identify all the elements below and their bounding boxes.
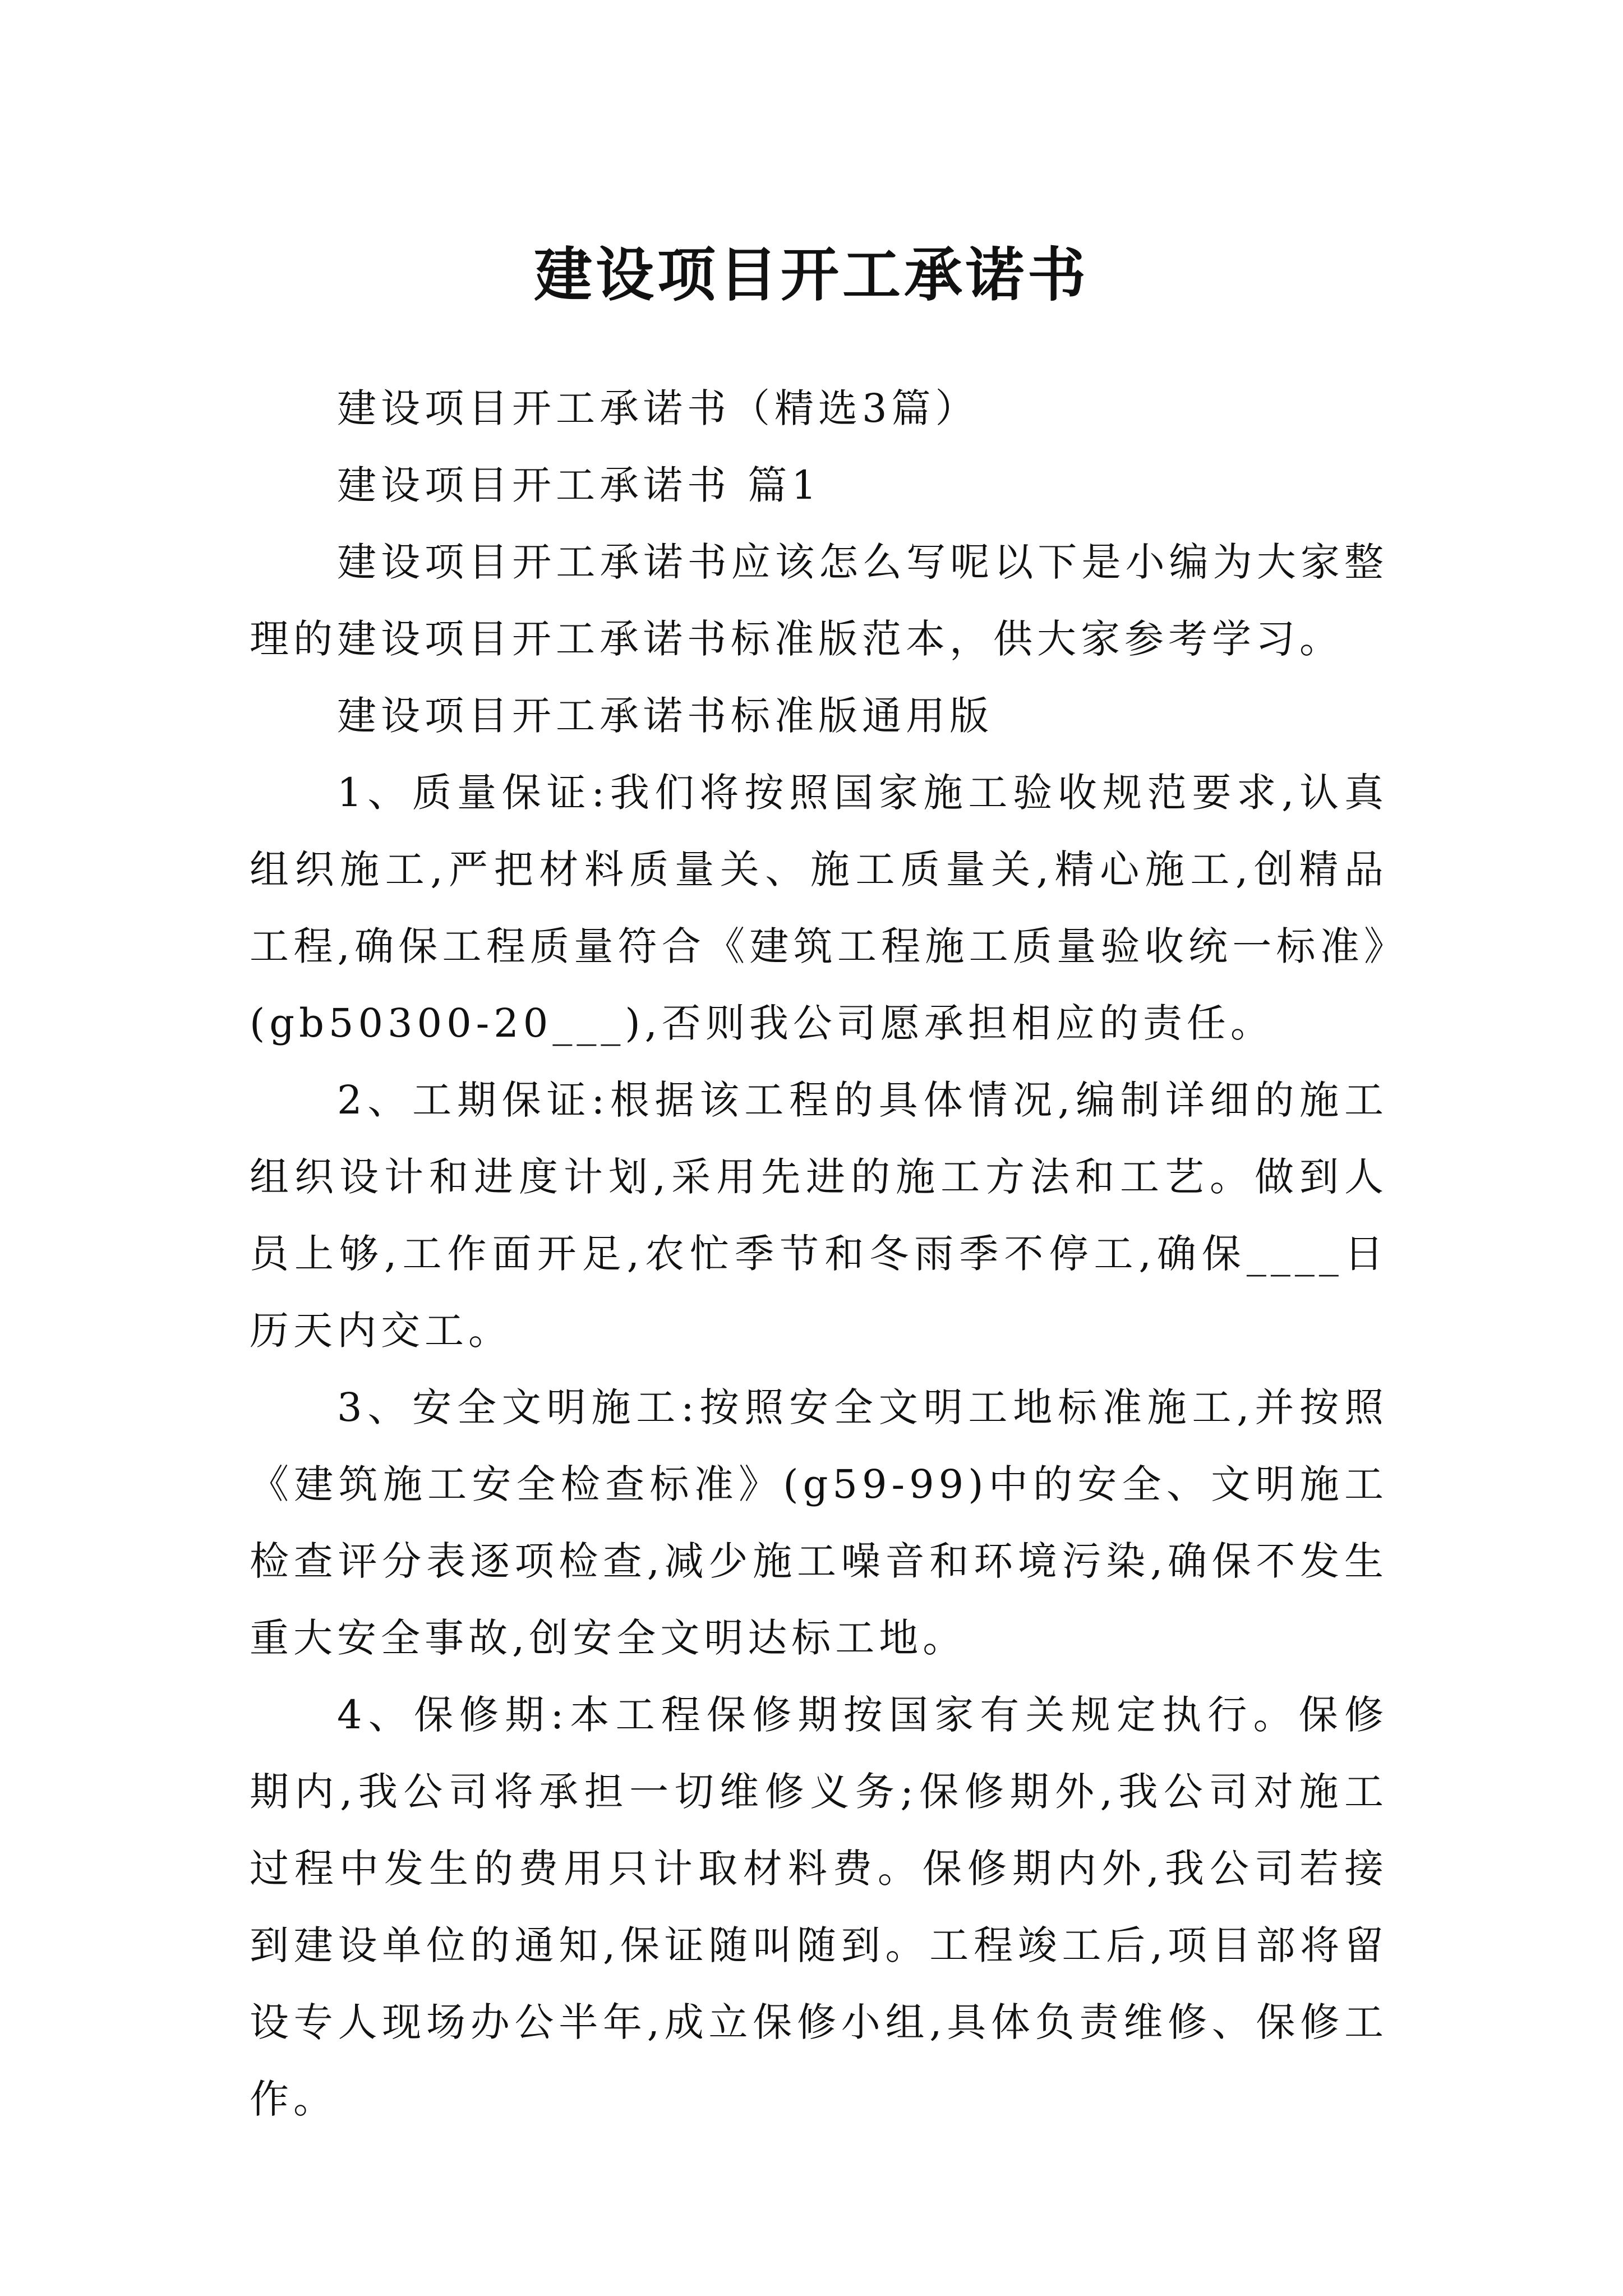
paragraph-warranty-period: 4、保修期:本工程保修期按国家有关规定执行。保修期内,我公司将承担一切维修义务;保修期外,我公司对施工过程中发生的费用只计取材料费。保修期内外,我公司若接到建设单位的通知,保证随叫随到。工程竣工后,项目部将留设专人现场办公半年,成立保修小组,具体负责维修、保修工作。 (250, 1692, 1388, 2122)
paragraph-safety-construction: 3、安全文明施工:按照安全文明工地标准施工,并按照《建筑施工安全检查标准》(g59-99)中的安全、文明施工检查评分表逐项检查,减少施工噪音和环境污染,确保不发生重大安全事故,创安全文明达标工地。 (250, 1384, 1388, 1661)
paragraph-intro: 建设项目开工承诺书应该怎么写呢以下是小编为大家整理的建设项目开工承诺书标准版范本，供大家参考学习。 (250, 539, 1388, 662)
document-body (250, 370, 1388, 2138)
paragraph-quality-guarantee: 1、质量保证:我们将按照国家施工验收规范要求,认真组织施工,严把材料质量关、施工质量关,精心施工,创精品工程,确保工程质量符合《建筑工程施工质量验收统一标准》(gb50300-20___),否则我公司愿承担相应的责任。 (250, 770, 1388, 1046)
paragraph-version-heading: 建设项目开工承诺书标准版通用版 (337, 693, 993, 739)
paragraph-schedule-guarantee: 2、工期保证:根据该工程的具体情况,编制详细的施工组织设计和进度计划,采用先进的施工方法和工艺。做到人员上够,工作面开足,农忙季节和冬雨季不停工,确保____日历天内交工。 (250, 1077, 1388, 1354)
paragraph-section-heading: 建设项目开工承诺书 篇1 (337, 462, 821, 508)
paragraph-subtitle: 建设项目开工承诺书（精选3篇） (337, 385, 979, 431)
document-title: 建设项目开工承诺书 (533, 240, 1089, 309)
